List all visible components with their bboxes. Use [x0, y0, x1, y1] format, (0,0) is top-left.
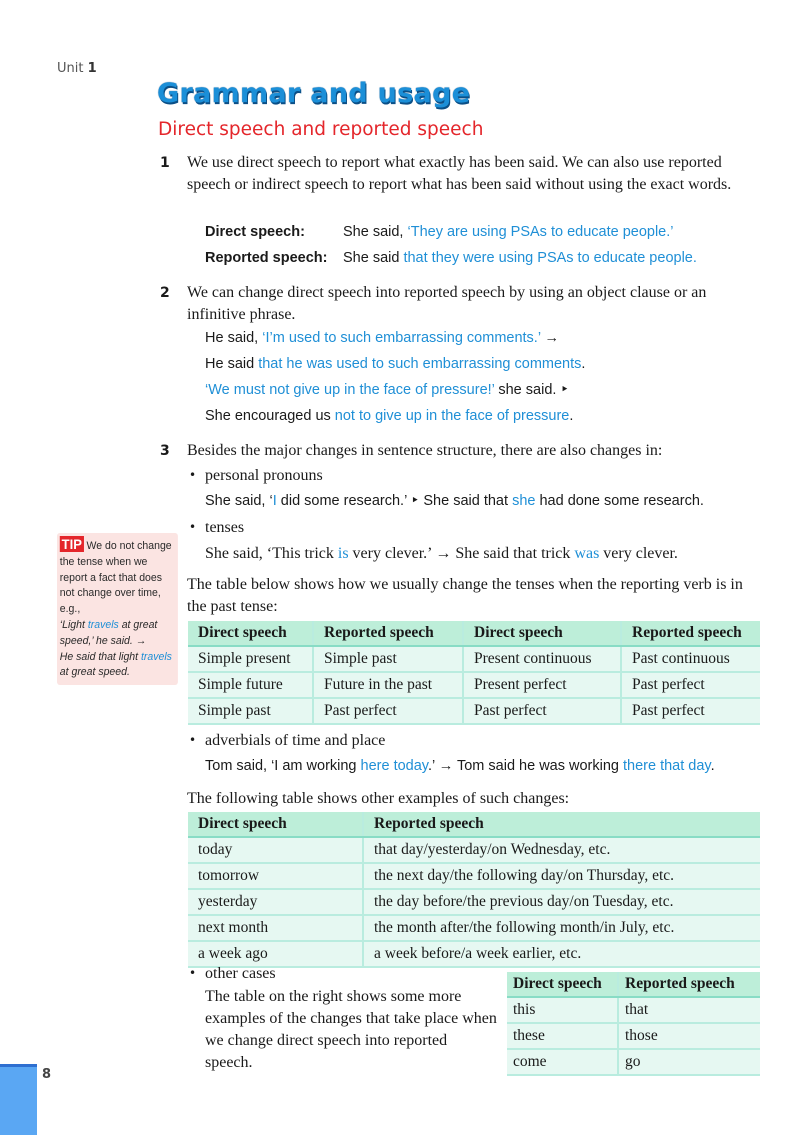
table-cell: Future in the past: [313, 672, 463, 698]
table-row: [507, 997, 760, 1023]
highlight: travels: [140, 650, 172, 663]
section-subtitle: Direct speech and reported speech: [158, 119, 484, 140]
section-text: We can change direct speech into reported speech by using an object clause or an infinitive phrase.: [187, 284, 707, 323]
table-cell: yesterday: [188, 889, 363, 915]
highlight: I: [272, 493, 277, 509]
column-header: Direct speech: [188, 812, 363, 837]
bullet-icon: •: [189, 966, 197, 980]
column-header: Direct speech: [463, 621, 621, 646]
direct-speech-example: [205, 224, 305, 240]
column-header: Reported speech: [621, 621, 760, 646]
table-cell: that day/yesterday/on Wednesday, etc.: [363, 837, 760, 863]
highlight: here today: [360, 758, 428, 774]
text: ‘Light: [59, 618, 88, 631]
bullet-text: other cases: [205, 965, 276, 982]
arrow: →: [540, 330, 560, 346]
bullet-icon: •: [189, 468, 197, 482]
text: She said,: [343, 224, 408, 240]
section-number: 3: [160, 443, 170, 459]
bullet-icon: •: [189, 520, 197, 534]
example-label: Direct speech:: [205, 224, 305, 240]
table-cell: those: [618, 1023, 760, 1049]
table-row: [188, 672, 760, 698]
tip-label: TIP: [61, 536, 82, 552]
highlight: she: [512, 493, 536, 509]
table-cell: the next day/the following day/on Thursday, etc.: [363, 863, 760, 889]
example-line: [205, 408, 573, 424]
table-cell: Simple future: [188, 672, 313, 698]
highlight: was: [574, 545, 600, 562]
table-cell: Present continuous: [463, 646, 621, 672]
table-cell: Simple present: [188, 646, 313, 672]
bullet-text: personal pronouns: [205, 467, 323, 484]
example-line: [205, 382, 569, 398]
highlight: ‘I’m used to such embarrassing comments.’: [262, 330, 541, 346]
table-cell: this: [507, 997, 618, 1023]
text: She said, ‘: [205, 493, 273, 509]
table-cell: tomorrow: [188, 863, 363, 889]
table-row: [188, 698, 760, 724]
tip-text: We do not change the tense when we report a fact that does not change over time, e.g.,: [59, 540, 172, 616]
text: .’ → Tom said he was working: [427, 758, 624, 774]
text: She said, ‘This trick: [205, 545, 338, 562]
text: did some research.’ ‣ She said that: [276, 493, 513, 509]
bullet-text: adverbials of time and place: [205, 732, 386, 749]
unit-number: 1: [87, 61, 97, 76]
table-row: [188, 915, 760, 941]
example-line: [205, 493, 704, 509]
other-cases-text: The table on the right shows some more examples of the changes that take place when we change direct speech into reported speech.: [205, 988, 497, 1071]
page-number: 8: [42, 1067, 52, 1082]
tip-example: [60, 618, 175, 650]
table-cell: come: [507, 1049, 618, 1075]
unit-label: [57, 61, 97, 76]
column-header: Reported speech: [618, 972, 760, 997]
text: .: [581, 356, 586, 372]
highlight: that they were using PSAs to educate people.: [403, 250, 697, 266]
example-line: [205, 330, 559, 346]
highlight: ‘We must not give up in the face of pressure!’: [205, 382, 495, 398]
other-cases-table: [507, 972, 760, 1076]
bullet-text: tenses: [205, 519, 245, 536]
table-cell: the day before/the previous day/on Tuesday, etc.: [363, 889, 760, 915]
section-text: We use direct speech to report what exactly has been said. We can also use reported speech or indirect speech to report what has been said without using the exact words.: [187, 154, 732, 193]
text: .: [710, 758, 715, 774]
text: very clever.’ → She said that trick: [348, 545, 575, 562]
table-cell: these: [507, 1023, 618, 1049]
table-cell: go: [618, 1049, 760, 1075]
table-cell: Past perfect: [621, 698, 760, 724]
tip-example: [60, 650, 175, 682]
section-number: 2: [160, 285, 170, 301]
page-title: Grammar and usage: [157, 78, 471, 109]
section-text: Besides the major changes in sentence structure, there are also changes in:: [187, 442, 663, 459]
table-cell: Present perfect: [463, 672, 621, 698]
table-row: [507, 1049, 760, 1075]
text: He said: [205, 356, 259, 372]
column-header: Reported speech: [363, 812, 760, 837]
highlight: travels: [87, 618, 119, 631]
text: .: [569, 408, 574, 424]
section-number: 1: [160, 155, 170, 171]
text: at great speed.: [59, 666, 130, 679]
table-row: [188, 646, 760, 672]
table-header-row: [188, 621, 760, 646]
text: He said that light: [59, 650, 141, 663]
example-line: [205, 543, 678, 565]
table-cell: next month: [188, 915, 363, 941]
highlight: ‘They are using PSAs to educate people.’: [407, 224, 674, 240]
highlight: that he was used to such embarrassing comments: [258, 356, 582, 372]
direct-speech-value: [343, 224, 674, 240]
tip-box: [57, 533, 178, 685]
table-row: [188, 889, 760, 915]
page-corner-block: [0, 1064, 37, 1135]
table-row: [507, 1023, 760, 1049]
column-header: Direct speech: [188, 621, 313, 646]
table-intro: The table below shows how we usually change the tenses when the reporting verb is in the past tense:: [187, 576, 743, 615]
text: Tom said, ‘I am working: [205, 758, 361, 774]
reported-speech-value: [343, 250, 697, 266]
table-cell: today: [188, 837, 363, 863]
tense-table: [188, 621, 760, 725]
text: very clever.: [599, 545, 678, 562]
table-cell: Simple past: [188, 698, 313, 724]
text: He said,: [205, 330, 263, 346]
highlight: not to give up in the face of pressure: [334, 408, 570, 424]
example-line: [205, 758, 715, 774]
table-cell: Past perfect: [621, 672, 760, 698]
text: She encouraged us: [205, 408, 335, 424]
time-place-table: [188, 812, 760, 968]
table-cell: Past continuous: [621, 646, 760, 672]
table-row: [188, 863, 760, 889]
table-cell: the month after/the following month/in July, etc.: [363, 915, 760, 941]
table-header-row: [188, 812, 760, 837]
table-cell: a week ago: [188, 941, 363, 967]
table-cell: that: [618, 997, 760, 1023]
text: she said. ‣: [494, 382, 569, 398]
example-line: [205, 356, 585, 372]
table-cell: Past perfect: [463, 698, 621, 724]
table-intro: The following table shows other examples of such changes:: [187, 790, 570, 807]
highlight: there that day: [623, 758, 711, 774]
table-cell: a week before/a week earlier, etc.: [363, 941, 760, 967]
table-cell: Past perfect: [313, 698, 463, 724]
table-header-row: [507, 972, 760, 997]
text: at great speed,’ he said. →: [59, 618, 158, 647]
highlight: is: [337, 545, 349, 562]
column-header: Reported speech: [313, 621, 463, 646]
column-header: Direct speech: [507, 972, 618, 997]
example-label: Reported speech:: [205, 250, 328, 266]
table-row: [188, 837, 760, 863]
table-cell: Simple past: [313, 646, 463, 672]
text: She said: [343, 250, 404, 266]
reported-speech-example: [205, 250, 327, 266]
bullet-icon: •: [189, 733, 197, 747]
text: had done some research.: [535, 493, 704, 509]
unit-text: Unit: [57, 61, 84, 76]
